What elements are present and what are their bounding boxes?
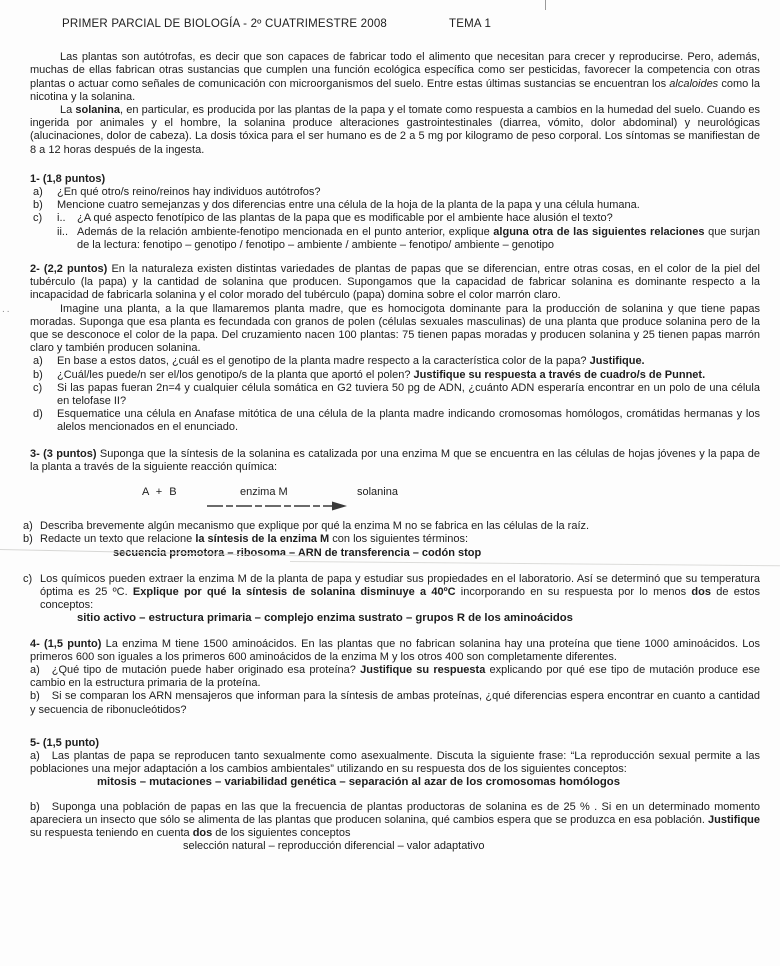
item-label: d) [33, 408, 43, 421]
q5-item-a [30, 750, 760, 776]
reaction-reactants: A + B [142, 486, 179, 499]
reaction-enzyme-label: enzima M [240, 486, 288, 499]
intro-paragraph-1: Las plantas son autótrofas, es decir que son capaces de fabricar todo el alimento que necesitan para crecer y reproducirse. Pero, además, muchas de ellas fabrican otras sustancias que cumplen una función ecológica específica como ser pesticidas, favorecer la competencia con otras plantas o actuar como señales de comunicación con microorganismos del suelo. Entre estas últimas sustancias se encuentran los alcaloides como la nicotina y la solanina. [30, 51, 760, 103]
item-text: ¿En qué otro/s reino/reinos hay individuos autótrofos? [57, 186, 321, 199]
item-text: Las plantas de papa se reproducen tanto sexualmente como asexualmente. Discuta la siguiente frase: “La reproducción sexual permite a las poblaciones una mejor adaptación a los cambios ambientales” utilizando en su respuesta dos de los siguientes conceptos: [30, 749, 760, 776]
item-text: Mencione cuatro semejanzas y dos diferencias entre una célula de la hoja de la planta de la papa y una célula humana. [57, 199, 640, 212]
item-text: ¿Cuál/les puede/n ser el/los genotipo/s de la planta que aportó el polen? Justifique su respuesta a través de cuadro/s de Punnet. [57, 368, 706, 381]
q3-terms-list-1: secuencia promotora – ribosoma – ARN de transferencia – codón stop [113, 546, 482, 559]
q2-item-c [30, 382, 760, 408]
q1-item-c-i [57, 212, 760, 225]
subitem-label: ii.. [57, 225, 68, 238]
reaction-diagram [30, 486, 760, 514]
intro-paragraph-2: La solanina, en particular, es producida por las plantas de la papa y el tomate como respuesta a cambios en la humedad del suelo. Cuando es ingerida por animales y el hombre, la solanina produce alteraciones gastrointestinales (diarrea, vómito, dolor abdominal) y neurológicas (alucinaciones, dolor de cabeza). La dosis tóxica para el ser humano es de 2 a 5 mg por kilogramo de peso corporal. Los síntomas se manifiestan de 8 a 12 horas después de la ingesta. [30, 104, 761, 156]
exam-title: PRIMER PARCIAL DE BIOLOGÍA - 2º CUATRIMESTRE 2008 [62, 18, 388, 30]
item-text: Suponga una población de papas en las que la frecuencia de plantas productoras de solanina es de 25 % . Si en un determinado momento apareciera un insecto que sólo se alimenta de las plantas que producen solanina, qué cambios espera que se produzca en esa población. Justifique su respuesta teniendo en cuenta dos de los siguientes conceptos [30, 800, 760, 839]
item-label: a) [30, 663, 40, 676]
subitem-text: Además de la relación ambiente-fenotipo mencionada en el punto anterior, explique alguna otra de las siguientes relaciones que surjan de la lectura: fenotipo – genotipo / fenotipo – ambiente / ambiente – fenotipo/ ambiente – genotipo [77, 225, 760, 251]
q2-item-a [30, 355, 760, 368]
item-label: a) [30, 749, 40, 762]
q3-item-a [23, 520, 760, 533]
item-text: Describa brevemente algún mecanismo que explique por qué la enzima M no se fabrica en las células de la raíz. [40, 520, 590, 533]
scan-artifact-dots: .. [2, 304, 12, 315]
q5-terms-list-1: mitosis – mutaciones – variabilidad genética – separación al azar de los cromosomas homólogos [97, 776, 620, 789]
reaction-arrow-icon [207, 501, 347, 511]
subitem-text: ¿A qué aspecto fenotípico de las plantas de la papa que es modificable por el ambiente hace alusión el texto? [77, 212, 613, 225]
question-2-paragraph-2: Imagine una planta, a la que llamaremos planta madre, que es homocigota dominante para la producción de solanina y que tiene papas moradas. Suponga que esa planta es fecundada con granos de polen (células sexuales masculinas) de una planta que produce solanina pero de la que se desconoce el color de la papa. Del cruzamiento nacen 100 plantas: 75 tienen papas moradas y producen solanina y 25 tienen papas marrón claro y también producen solanina. [30, 302, 760, 355]
q5-item-b [30, 801, 760, 841]
q1-item-c [30, 212, 760, 252]
item-label: b) [33, 368, 43, 381]
subitem-label: i.. [57, 212, 66, 225]
item-label: b) [30, 800, 40, 813]
item-text: En base a estos datos, ¿cuál es el genotipo de la planta madre respecto a la característica color de la papa? Justifique. [57, 355, 645, 368]
q4-item-b [30, 690, 760, 716]
item-label: a) [33, 355, 43, 368]
q1-item-a [30, 186, 760, 199]
document-header [62, 18, 760, 31]
q5-terms-list-2: selección natural – reproducción diferencial – valor adaptativo [183, 840, 485, 853]
q1-item-b [30, 199, 760, 212]
item-label: c) [33, 212, 43, 225]
item-label: a) [33, 186, 43, 199]
q2-item-d [30, 408, 760, 434]
q3-item-b [23, 533, 760, 546]
item-text: Redacte un texto que relacione la síntesis de la enzima M con los siguientes términos: [40, 533, 469, 546]
item-text: Esquematice una célula en Anafase mitótica de una célula de la planta madre indicando cromosomas homólogos, cromátidas hermanas y los alelos mencionados en el enunciado. [57, 408, 760, 434]
q1-item-c-ii [57, 226, 760, 252]
item-text: ¿Qué tipo de mutación puede haber originado esa proteína? Justifique su respuesta explicando por qué ese tipo de mutación produce ese cambio en la estructura primaria de la proteína. [30, 663, 760, 690]
question-4-intro: 4- (1,5 punto) La enzima M tiene 1500 aminoácidos. En las plantas que no fabrican solanina hay una proteína que tiene 1000 aminoácidos. Los primeros 600 son iguales a los primeros 600 aminoácidos de la enzima M y los otros 400 son completamente diferentes. [30, 637, 760, 663]
question-5-heading: 5- (1,5 punto) [30, 736, 100, 749]
q3-terms-list-2: sitio activo – estructura primaria – complejo enzima sustrato – grupos R de los aminoácidos [77, 612, 573, 625]
q4-item-a [30, 664, 760, 690]
question-1-heading: 1- (1,8 puntos) [30, 172, 106, 185]
item-label: a) [23, 520, 33, 533]
item-text: Si se comparan los ARN mensajeros que informan para la síntesis de ambas proteínas, ¿qué diferencias espera encontrar en cuanto a cantidad y secuencia de ribonucleótidos? [30, 690, 760, 716]
item-text: Si las papas fueran 2n=4 y cualquier célula somática en G2 tuviera 50 pg de ADN, ¿cuánto ADN esperaría encontrar en un polo de una célula en telofase II? [57, 381, 760, 408]
question-2-intro: 2- (2,2 puntos) En la naturaleza existen distintas variedades de plantas de papas que se diferencian, entre otras cosas, en el color de la piel del tubérculo (la papa) y la cantidad de solanina que producen. Supongamos que la capacidad de fabricar solanina es dominante respecto a la incapacidad de fabricarla solanina y el color morado del tubérculo (papa) domina sobre el color marrón claro. [30, 263, 760, 302]
tema-label: TEMA 1 [449, 18, 492, 30]
item-label: c) [23, 572, 33, 585]
item-label: b) [33, 199, 43, 212]
item-label: b) [23, 533, 33, 546]
item-label: b) [30, 690, 40, 703]
question-3-intro: 3- (3 puntos) Suponga que la síntesis de la solanina es catalizada por una enzima M que se encuentra en las células de hojas jóvenes y la papa de la planta a través de la siguiente reacción química: [30, 447, 761, 473]
item-label: c) [33, 381, 43, 394]
reaction-product: solanina [357, 486, 398, 499]
q3-item-c [23, 573, 760, 613]
q2-item-b [30, 369, 760, 382]
item-text: Los químicos pueden extraer la enzima M de la planta de papa y estudiar sus propiedades en el laboratorio. Así se determinó que su temperatura óptima es 25 ºC. Explique por qué la síntesis de solanina disminuye a 40ºC incorporando en su respuesta por lo menos dos de estos conceptos: [40, 572, 760, 612]
